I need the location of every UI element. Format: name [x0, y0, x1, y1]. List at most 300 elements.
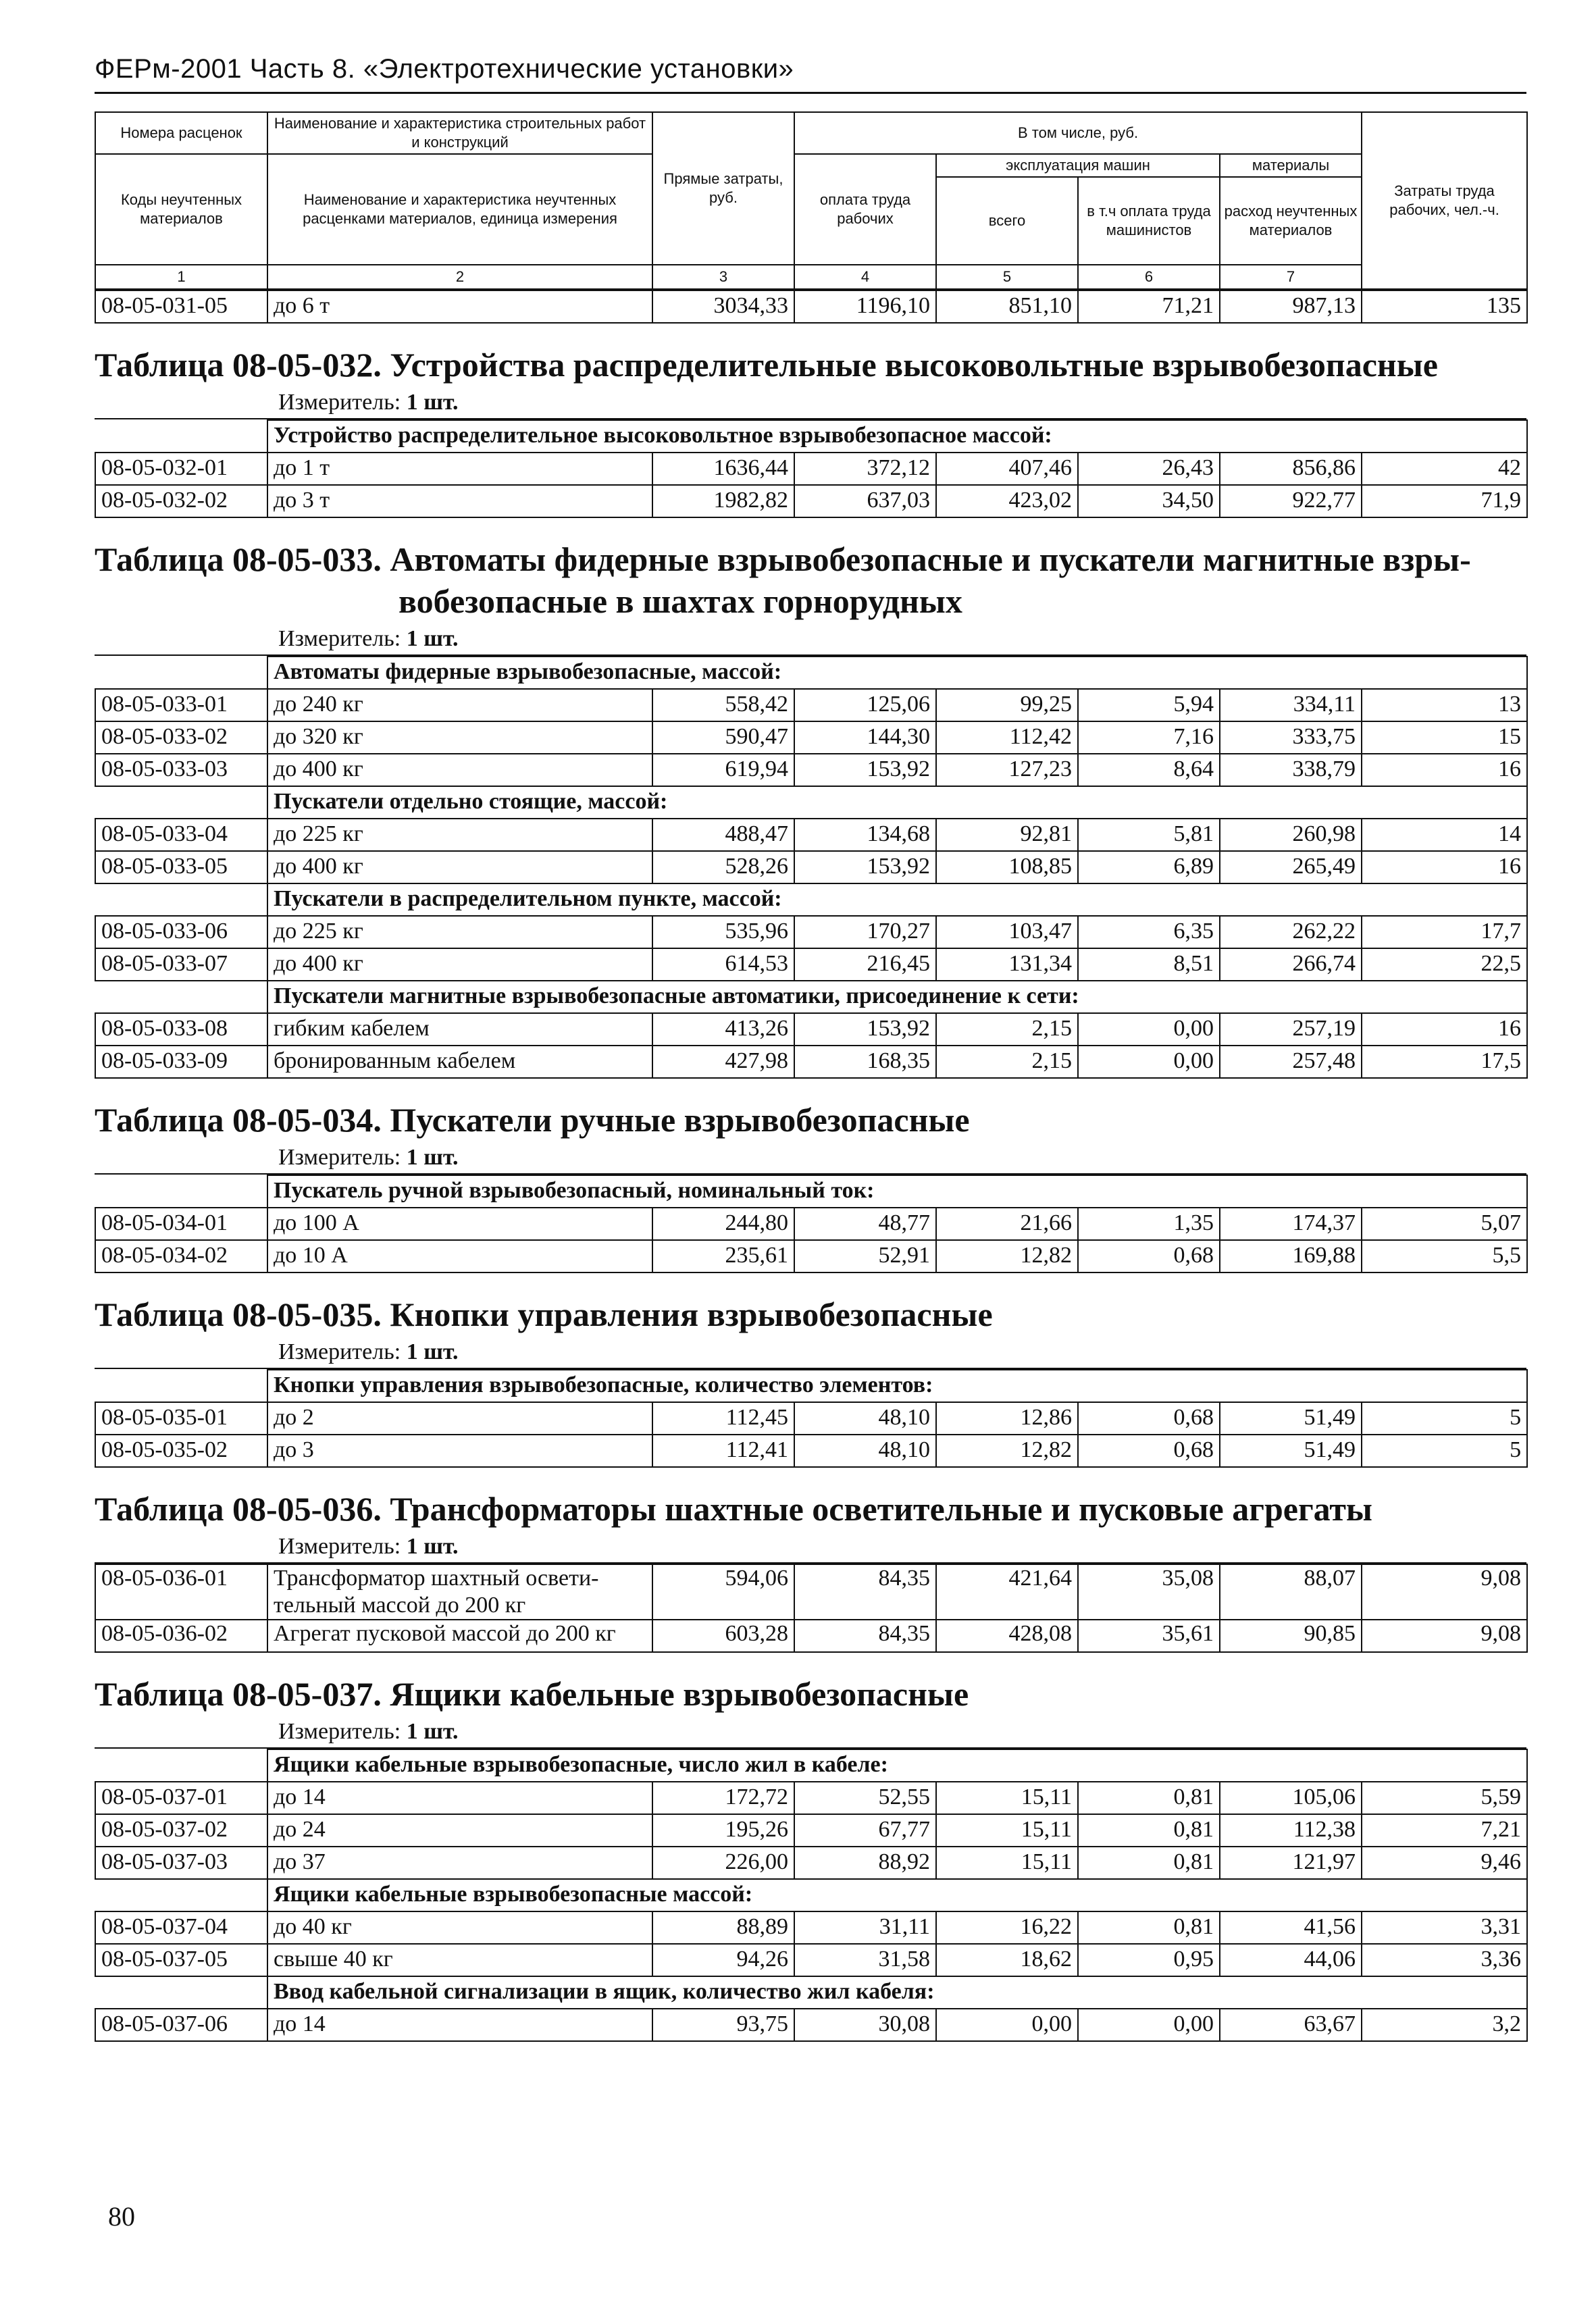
measure-label: Измеритель:: [278, 1339, 401, 1364]
machines-total: 0,00: [936, 2009, 1078, 2041]
table-row: [95, 1208, 1527, 1240]
table-row: [95, 689, 1527, 721]
col-num-1: 1: [95, 265, 267, 289]
header-machines-total: всего: [936, 177, 1078, 265]
table-title: Таблица 08-05-034. Пускатели ручные взрывобезопасные: [95, 1101, 970, 1139]
measure-value: 1 шт.: [406, 1534, 459, 1559]
materials: 51,49: [1220, 1402, 1362, 1435]
machines-labor: 0,68: [1078, 1402, 1220, 1435]
machines-total: 21,66: [936, 1208, 1078, 1240]
labor-pay: 153,92: [794, 851, 936, 883]
labor-pay: 31,11: [794, 1911, 936, 1944]
table-row: [95, 1402, 1527, 1435]
materials: 338,79: [1220, 754, 1362, 786]
table-row: [95, 1911, 1527, 1944]
direct-cost: 94,26: [652, 1944, 794, 1976]
document-page: [95, 54, 1526, 2042]
table-row: [95, 485, 1527, 517]
group-header-row: [95, 1879, 1527, 1911]
materials: 922,77: [1220, 485, 1362, 517]
machines-total: 407,46: [936, 453, 1078, 485]
col-num-3: 3: [652, 265, 794, 289]
direct-cost: 614,53: [652, 948, 794, 981]
rate-name: гибким кабелем: [267, 1013, 652, 1046]
measure-label: Измеритель:: [278, 1145, 401, 1170]
measure-label: Измеритель:: [278, 390, 401, 415]
materials: 257,48: [1220, 1046, 1362, 1078]
rate-name: до 1 т: [267, 453, 652, 485]
table-row: [95, 1944, 1527, 1976]
materials: 44,06: [1220, 1944, 1362, 1976]
table-title-line: Таблица 08-05-033. Автоматы фидерные взрывобезопасные и пускатели магнитные взры-: [95, 540, 1471, 578]
table-row: [95, 948, 1527, 981]
labor-hours: 22,5: [1362, 948, 1527, 981]
labor-pay: 216,45: [794, 948, 936, 981]
machines-total: 2,15: [936, 1013, 1078, 1046]
group-header-row: [95, 1370, 1527, 1402]
materials: 88,07: [1220, 1564, 1362, 1620]
rate-code: 08-05-036-01: [95, 1564, 267, 1620]
rate-code: 08-05-032-02: [95, 485, 267, 517]
group-spacer: [95, 1879, 267, 1911]
labor-hours: 13: [1362, 689, 1527, 721]
group-spacer: [95, 981, 267, 1013]
direct-cost: 488,47: [652, 819, 794, 851]
direct-cost: 558,42: [652, 689, 794, 721]
direct-cost: 603,28: [652, 1620, 794, 1652]
rate-name: до 100 А: [267, 1208, 652, 1240]
first-row-table: [95, 290, 1528, 324]
direct-cost: 112,45: [652, 1402, 794, 1435]
group-label: Автоматы фидерные взрывобезопасные, массой:: [267, 657, 1527, 689]
materials: 266,74: [1220, 948, 1362, 981]
rate-code: 08-05-037-04: [95, 1911, 267, 1944]
measure-label: Измеритель:: [278, 626, 401, 651]
table-row: [95, 1013, 1527, 1046]
machines-labor: 8,64: [1078, 754, 1220, 786]
rate-table: [95, 1749, 1528, 2042]
col-num-5: 5: [936, 265, 1078, 289]
group-spacer: [95, 1976, 267, 2009]
machines-labor: 0,68: [1078, 1240, 1220, 1272]
rate-name: до 400 кг: [267, 851, 652, 883]
machines-labor: 1,35: [1078, 1208, 1220, 1240]
header-name-top: Наименование и характеристика строительных работ и конструкций: [267, 112, 652, 154]
header-machines: эксплуатация машин: [936, 154, 1220, 177]
table-row: [95, 1046, 1527, 1078]
group-label: Пускатели в распределительном пункте, массой:: [267, 883, 1527, 916]
direct-cost: 244,80: [652, 1208, 794, 1240]
measure-label: Измеритель:: [278, 1534, 401, 1559]
machines-labor: 0,81: [1078, 1782, 1220, 1814]
table-title: Таблица 08-05-032. Устройства распределительные высоковольтные взрывобезопасные: [95, 346, 1438, 384]
rate-name: до 3 т: [267, 485, 652, 517]
machines-labor: 0,68: [1078, 1435, 1220, 1467]
rate-name: до 320 кг: [267, 721, 652, 754]
machines-total: 99,25: [936, 689, 1078, 721]
group-spacer: [95, 786, 267, 819]
materials: 121,97: [1220, 1847, 1362, 1879]
measure-line: [95, 1337, 1526, 1369]
group-label: Пускатели магнитные взрывобезопасные автоматики, присоединение к сети:: [267, 981, 1527, 1013]
rate-code: 08-05-037-03: [95, 1847, 267, 1879]
machines-labor: 35,61: [1078, 1620, 1220, 1652]
group-label: Кнопки управления взрывобезопасные, количество элементов:: [267, 1370, 1527, 1402]
table-row: [95, 453, 1527, 485]
table-row: [95, 819, 1527, 851]
machines-labor: 6,35: [1078, 916, 1220, 948]
machines-labor: 5,81: [1078, 819, 1220, 851]
labor-pay: 84,35: [794, 1564, 936, 1620]
rate-code: 08-05-031-05: [95, 290, 267, 323]
group-header-row: [95, 1976, 1527, 2009]
header-name-bottom: Наименование и характеристика неучтенных расценками материалов, единица измерения: [267, 154, 652, 265]
direct-cost: 88,89: [652, 1911, 794, 1944]
rate-name: до 400 кг: [267, 948, 652, 981]
labor-pay: 30,08: [794, 2009, 936, 2041]
group-header-row: [95, 420, 1527, 453]
measure-value: 1 шт.: [406, 1145, 459, 1170]
machines-total: 15,11: [936, 1782, 1078, 1814]
table-row: [95, 851, 1527, 883]
labor-hours: 7,21: [1362, 1814, 1527, 1847]
labor-hours: 3,2: [1362, 2009, 1527, 2041]
rate-name: до 400 кг: [267, 754, 652, 786]
labor-hours: 14: [1362, 819, 1527, 851]
rate-table: [95, 656, 1528, 1079]
direct-cost: 619,94: [652, 754, 794, 786]
labor-pay: 52,91: [794, 1240, 936, 1272]
materials: 265,49: [1220, 851, 1362, 883]
table-row: [95, 1620, 1527, 1652]
direct-cost: 226,00: [652, 1847, 794, 1879]
header-machines-labor: в т.ч оплата труда машинистов: [1078, 177, 1220, 265]
materials: 174,37: [1220, 1208, 1362, 1240]
rate-name: до 3: [267, 1435, 652, 1467]
rate-name: бронированным кабелем: [267, 1046, 652, 1078]
machines-labor: 0,81: [1078, 1911, 1220, 1944]
rate-code: 08-05-035-02: [95, 1435, 267, 1467]
materials: 105,06: [1220, 1782, 1362, 1814]
col-num-6: 6: [1078, 265, 1220, 289]
rate-name: до 225 кг: [267, 819, 652, 851]
machines-labor: 5,94: [1078, 689, 1220, 721]
group-label: Ящики кабельные взрывобезопасные массой:: [267, 1879, 1527, 1911]
labor-hours: 5: [1362, 1435, 1527, 1467]
machines-labor: 71,21: [1078, 290, 1220, 323]
table-title: Таблица 08-05-035. Кнопки управления взрывобезопасные: [95, 1295, 993, 1333]
labor-hours: 15: [1362, 721, 1527, 754]
labor-pay: 125,06: [794, 689, 936, 721]
rate-code: 08-05-037-02: [95, 1814, 267, 1847]
labor-pay: 48,10: [794, 1402, 936, 1435]
measure-value: 1 шт.: [406, 1719, 459, 1744]
rate-name: Агрегат пусковой массой до 200 кг: [267, 1620, 652, 1652]
rate-code: 08-05-033-08: [95, 1013, 267, 1046]
group-header-row: [95, 981, 1527, 1013]
table-row: [95, 1564, 1527, 1620]
labor-pay: 168,35: [794, 1046, 936, 1078]
tables-container: [95, 344, 1526, 2042]
labor-pay: 372,12: [794, 453, 936, 485]
table-row: [95, 721, 1527, 754]
machines-total: 12,82: [936, 1240, 1078, 1272]
direct-cost: 413,26: [652, 1013, 794, 1046]
rate-code: 08-05-034-01: [95, 1208, 267, 1240]
machines-labor: 35,08: [1078, 1564, 1220, 1620]
group-spacer: [95, 657, 267, 689]
rate-code: 08-05-033-07: [95, 948, 267, 981]
rate-name: до 240 кг: [267, 689, 652, 721]
labor-pay: 88,92: [794, 1847, 936, 1879]
table-title-line: вобезопасные в шахтах горнорудных: [398, 582, 962, 620]
header-labor-pay: оплата труда рабочих: [794, 154, 936, 265]
labor-hours: 16: [1362, 1013, 1527, 1046]
materials: 257,19: [1220, 1013, 1362, 1046]
group-spacer: [95, 420, 267, 453]
table-row: [95, 290, 1527, 323]
labor-hours: 16: [1362, 754, 1527, 786]
header-materials-usage: расход неучтенных материалов: [1220, 177, 1362, 265]
direct-cost: 93,75: [652, 2009, 794, 2041]
direct-cost: 1636,44: [652, 453, 794, 485]
measure-line: [95, 623, 1526, 656]
measure-label: Измеритель:: [278, 1719, 401, 1744]
machines-labor: 0,81: [1078, 1847, 1220, 1879]
machines-total: 851,10: [936, 290, 1078, 323]
direct-cost: 594,06: [652, 1564, 794, 1620]
labor-pay: 637,03: [794, 485, 936, 517]
measure-line: [95, 1142, 1526, 1175]
rate-name: до 14: [267, 1782, 652, 1814]
rate-name: до 10 А: [267, 1240, 652, 1272]
machines-total: 112,42: [936, 721, 1078, 754]
direct-cost: 427,98: [652, 1046, 794, 1078]
labor-pay: 153,92: [794, 1013, 936, 1046]
group-header-row: [95, 786, 1527, 819]
direct-cost: 112,41: [652, 1435, 794, 1467]
table-title: Таблица 08-05-036. Трансформаторы шахтные осветительные и пусковые агрегаты: [95, 1490, 1372, 1528]
rate-code: 08-05-033-05: [95, 851, 267, 883]
machines-total: 2,15: [936, 1046, 1078, 1078]
direct-cost: 535,96: [652, 916, 794, 948]
table-row: [95, 2009, 1527, 2041]
measure-line: [95, 387, 1526, 419]
machines-total: 421,64: [936, 1564, 1078, 1620]
labor-hours: 9,08: [1362, 1620, 1527, 1652]
labor-hours: 5: [1362, 1402, 1527, 1435]
machines-labor: 6,89: [1078, 851, 1220, 883]
labor-pay: 48,77: [794, 1208, 936, 1240]
labor-hours: 3,31: [1362, 1911, 1527, 1944]
group-spacer: [95, 1749, 267, 1782]
labor-hours: 9,08: [1362, 1564, 1527, 1620]
machines-labor: 0,00: [1078, 1013, 1220, 1046]
machines-total: 15,11: [936, 1847, 1078, 1879]
rate-name: до 2: [267, 1402, 652, 1435]
rate-table: [95, 1369, 1528, 1468]
col-num-4: 4: [794, 265, 936, 289]
table-title: Таблица 08-05-037. Ящики кабельные взрывобезопасные: [95, 1675, 969, 1713]
direct-cost: 195,26: [652, 1814, 794, 1847]
rate-name: свыше 40 кг: [267, 1944, 652, 1976]
table-row: [95, 1240, 1527, 1272]
group-label: Устройство распределительное высоковольтное взрывобезопасное массой:: [267, 420, 1527, 453]
header-code-top: Номера расценок: [95, 112, 267, 154]
rate-code: 08-05-034-02: [95, 1240, 267, 1272]
machines-total: 15,11: [936, 1814, 1078, 1847]
group-label: Пускатель ручной взрывобезопасный, номинальный ток:: [267, 1175, 1527, 1208]
header-labor-cost: Затраты труда рабочих, чел.-ч.: [1362, 112, 1527, 289]
col-num-2: 2: [267, 265, 652, 289]
rate-table: [95, 419, 1528, 518]
machines-labor: 26,43: [1078, 453, 1220, 485]
materials: 856,86: [1220, 453, 1362, 485]
direct-cost: 590,47: [652, 721, 794, 754]
materials: 112,38: [1220, 1814, 1362, 1847]
labor-hours: 135: [1362, 290, 1527, 323]
rate-name: до 24: [267, 1814, 652, 1847]
rate-code: 08-05-036-02: [95, 1620, 267, 1652]
machines-total: 423,02: [936, 485, 1078, 517]
materials: 333,75: [1220, 721, 1362, 754]
machines-labor: 0,81: [1078, 1814, 1220, 1847]
group-header-row: [95, 1749, 1527, 1782]
labor-pay: 170,27: [794, 916, 936, 948]
labor-hours: 5,07: [1362, 1208, 1527, 1240]
header-code-bottom: Коды неучтенных материалов: [95, 154, 267, 265]
group-label: Ящики кабельные взрывобезопасные, число жил в кабеле:: [267, 1749, 1527, 1782]
labor-hours: 9,46: [1362, 1847, 1527, 1879]
labor-hours: 5,5: [1362, 1240, 1527, 1272]
materials: 169,88: [1220, 1240, 1362, 1272]
labor-pay: 144,30: [794, 721, 936, 754]
labor-hours: 17,7: [1362, 916, 1527, 948]
machines-labor: 0,95: [1078, 1944, 1220, 1976]
machines-total: 108,85: [936, 851, 1078, 883]
labor-hours: 3,36: [1362, 1944, 1527, 1976]
materials: 987,13: [1220, 290, 1362, 323]
machines-total: 12,82: [936, 1435, 1078, 1467]
table-row: [95, 1435, 1527, 1467]
labor-hours: 16: [1362, 851, 1527, 883]
group-label: Пускатели отдельно стоящие, массой:: [267, 786, 1527, 819]
labor-pay: 84,35: [794, 1620, 936, 1652]
measure-value: 1 шт.: [406, 1339, 459, 1364]
labor-hours: 17,5: [1362, 1046, 1527, 1078]
machines-total: 12,86: [936, 1402, 1078, 1435]
materials: 262,22: [1220, 916, 1362, 948]
header-materials: материалы: [1220, 154, 1362, 177]
group-header-row: [95, 883, 1527, 916]
rate-code: 08-05-033-01: [95, 689, 267, 721]
labor-pay: 1196,10: [794, 290, 936, 323]
labor-pay: 31,58: [794, 1944, 936, 1976]
labor-pay: 67,77: [794, 1814, 936, 1847]
table-row: [95, 1782, 1527, 1814]
machines-labor: 0,00: [1078, 1046, 1220, 1078]
machines-total: 127,23: [936, 754, 1078, 786]
rate-table: [95, 1564, 1528, 1653]
machines-labor: 8,51: [1078, 948, 1220, 981]
column-header-table: [95, 111, 1528, 290]
labor-hours: 42: [1362, 453, 1527, 485]
rate-table: [95, 1175, 1528, 1273]
group-spacer: [95, 1370, 267, 1402]
materials: 90,85: [1220, 1620, 1362, 1652]
direct-cost: 3034,33: [652, 290, 794, 323]
rate-name: до 14: [267, 2009, 652, 2041]
header-including: В том числе, руб.: [794, 112, 1362, 154]
col-num-7: 7: [1220, 265, 1362, 289]
rate-code: 08-05-037-05: [95, 1944, 267, 1976]
table-row: [95, 754, 1527, 786]
labor-pay: 52,55: [794, 1782, 936, 1814]
rate-code: 08-05-037-06: [95, 2009, 267, 2041]
rate-name: до 225 кг: [267, 916, 652, 948]
group-header-row: [95, 1175, 1527, 1208]
rate-code: 08-05-033-06: [95, 916, 267, 948]
measure-value: 1 шт.: [406, 390, 459, 415]
table-row: [95, 1814, 1527, 1847]
page-number: 80: [108, 2201, 135, 2232]
rate-code: 08-05-035-01: [95, 1402, 267, 1435]
rate-code: 08-05-032-01: [95, 453, 267, 485]
labor-pay: 134,68: [794, 819, 936, 851]
measure-value: 1 шт.: [406, 626, 459, 651]
direct-cost: 235,61: [652, 1240, 794, 1272]
rate-name: до 6 т: [267, 290, 652, 323]
table-row: [95, 916, 1527, 948]
machines-labor: 0,00: [1078, 2009, 1220, 2041]
machines-total: 131,34: [936, 948, 1078, 981]
labor-pay: 153,92: [794, 754, 936, 786]
materials: 41,56: [1220, 1911, 1362, 1944]
measure-line: [95, 1716, 1526, 1749]
rate-code: 08-05-037-01: [95, 1782, 267, 1814]
rate-code: 08-05-033-02: [95, 721, 267, 754]
table-row: [95, 1847, 1527, 1879]
machines-total: 92,81: [936, 819, 1078, 851]
group-spacer: [95, 883, 267, 916]
machines-total: 103,47: [936, 916, 1078, 948]
rate-name: до 40 кг: [267, 1911, 652, 1944]
materials: 260,98: [1220, 819, 1362, 851]
rate-name: Трансформатор шахтный освети-тельный массой до 200 кг: [267, 1564, 652, 1620]
direct-cost: 172,72: [652, 1782, 794, 1814]
labor-hours: 5,59: [1362, 1782, 1527, 1814]
machines-total: 428,08: [936, 1620, 1078, 1652]
measure-line: [95, 1531, 1526, 1564]
header-direct-costs: Прямые затраты, руб.: [652, 112, 794, 265]
rate-code: 08-05-033-04: [95, 819, 267, 851]
machines-labor: 34,50: [1078, 485, 1220, 517]
group-spacer: [95, 1175, 267, 1208]
labor-pay: 48,10: [794, 1435, 936, 1467]
table-title: [95, 538, 1526, 622]
materials: 51,49: [1220, 1435, 1362, 1467]
machines-total: 16,22: [936, 1911, 1078, 1944]
running-header: ФЕРм-2001 Часть 8. «Электротехнические установки»: [95, 54, 1526, 94]
materials: 63,67: [1220, 2009, 1362, 2041]
rate-code: 08-05-033-03: [95, 754, 267, 786]
rate-code: 08-05-033-09: [95, 1046, 267, 1078]
direct-cost: 1982,82: [652, 485, 794, 517]
group-label: Ввод кабельной сигнализации в ящик, количество жил кабеля:: [267, 1976, 1527, 2009]
machines-labor: 7,16: [1078, 721, 1220, 754]
machines-total: 18,62: [936, 1944, 1078, 1976]
materials: 334,11: [1220, 689, 1362, 721]
